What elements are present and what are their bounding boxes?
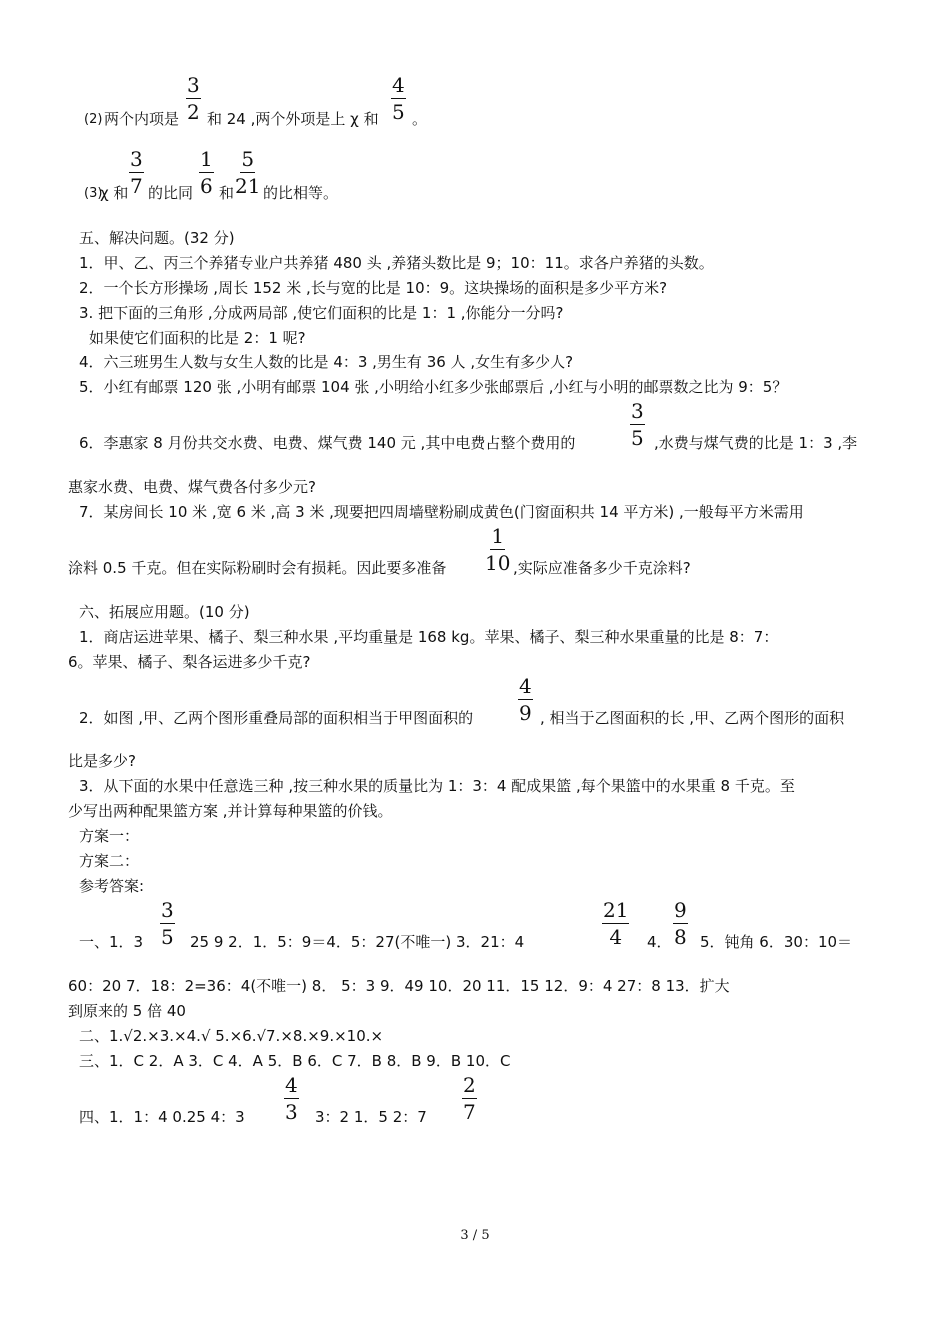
fraction-denominator: 6 [200,174,213,198]
problem-5-7 [0,503,950,521]
fraction-denominator: 5 [161,925,174,949]
item-number: (3) [84,186,103,201]
item-number: (2) [84,112,103,127]
fraction-numerator: 4 [392,73,405,97]
plan-label: 方案二： [79,852,140,870]
answer-3 [0,1052,950,1070]
problem-6-2 [0,674,950,727]
problem-6-3 [0,777,950,795]
fraction-denominator: 7 [130,174,143,198]
heading-text: 六、拓展应用题。(10 分) [79,603,250,621]
problem-5-2 [0,279,950,297]
fraction-denominator: 8 [674,925,687,949]
problem-6-3-cont [0,802,950,820]
fraction [186,74,201,123]
question-text: 两个内项是 [104,110,180,128]
fraction-numerator: 1 [200,147,213,171]
fraction-numerator: 9 [674,898,687,922]
answer-text: 5．钝角 6．30：10＝ [700,933,853,951]
fraction-numerator: 3 [631,399,644,423]
problem-text: 2．一个长方形操场 ,周长 152 米 ,长与宽的比是 10：9。这块操场的面积是多少平方米? [79,279,668,297]
problem-5-4 [0,353,950,371]
answer-text: 60：20 7．18：2=36：4(不唯一) 8． 5：3 9．49 10．20 11．15 12．9：4 27：8 13．扩大 [68,977,730,995]
answer-text: 一、1．3 [79,933,144,951]
fraction-numerator: 1 [491,524,505,548]
problem-5-3-followup [0,329,950,347]
answer-1 [0,898,950,951]
problem-text: 3．从下面的水果中任意选三种 ,按三种水果的质量比为 1：3：4 配成果篮 ,每个果篮中的水果重 8 千克。至 [79,777,795,795]
answer-text: 二、1.√2.×3.×4.√ 5.×6.√7.×8.×9.×10.× [79,1027,384,1045]
problem-5-3 [0,304,950,322]
problem-text: 4．六三班男生人数与女生人数的比是 4：3 ,男生有 36 人 ,女生有多少人? [79,353,574,371]
question-4-2 [0,73,950,128]
fraction-numerator: 5 [241,147,255,171]
fraction [630,400,645,449]
problem-text: 6。苹果、橘子、梨各运进多少千克? [68,653,311,671]
answer-text: 3：2 1．5 2：7 [315,1108,427,1126]
fraction-denominator: 10 [485,551,511,575]
plan-2 [0,852,950,870]
answer-text: 四、1．1：4 0.25 4：3 [79,1108,245,1126]
fraction-numerator: 3 [161,898,174,922]
fraction-denominator: 3 [285,1100,298,1124]
fraction [235,148,260,197]
answer-2 [0,1027,950,1045]
problem-text: 2．如图 ,甲、乙两个图形重叠局部的面积相当于甲图面积的 [79,709,474,727]
fraction [284,1074,299,1123]
problem-text: , 相当于乙图面积的长 ,甲、乙两个图形的面积 [540,709,845,727]
fraction-denominator: 9 [519,701,532,725]
problem-6-1-cont [0,653,950,671]
problem-text: 5．小红有邮票 120 张 ,小明有邮票 104 张 ,小明给小红多少张邮票后 ,小红与小明的邮票数之比为 9：5？ [79,378,788,396]
problem-6-1 [0,628,950,646]
fraction [673,899,688,948]
fraction [160,899,175,948]
problem-text: 惠家水费、电费、煤气费各付多少元? [68,478,316,496]
answer-text: 到原来的 5 倍 40 [68,1002,186,1020]
problem-text: 少写出两种配果篮方案 ,并计算每种果篮的价钱。 [68,802,393,820]
answer-1-cont [0,977,950,995]
problem-text: 6．李惠家 8 月份共交水费、电费、煤气费 140 元 ,其中电费占整个费用的 [79,434,576,452]
fraction-numerator: 3 [130,147,143,171]
fraction-numerator: 21 [603,898,629,922]
problem-5-7-cont [0,524,950,577]
problem-text: ,实际应准备多少千克涂料? [513,559,691,577]
fraction-numerator: 4 [285,1073,298,1097]
heading-text: 五、解决问题。(32 分) [79,229,235,247]
answers-heading [0,877,950,895]
fraction-denominator: 5 [392,100,405,124]
problem-text: 1．甲、乙、丙三个养猪专业户共养猪 480 头 ,养猪头数比是 9；10：11。求各户养猪的头数。 [79,254,714,272]
fraction [199,148,214,197]
fraction-denominator: 21 [235,174,261,198]
section-5-heading [0,229,950,247]
problem-5-6-cont [0,478,950,496]
fraction-numerator: 2 [463,1073,476,1097]
fraction-denominator: 4 [609,925,623,949]
fraction-numerator: 3 [187,73,200,97]
problem-text: 比是多少? [68,752,136,770]
question-text: 的比相等。 [263,184,339,202]
fraction [485,525,510,574]
problem-5-5 [0,378,950,396]
section-6-heading [0,603,950,621]
problem-text: 涂料 0.5 千克。但在实际粉刷时会有损耗。因此要多准备 [68,559,447,577]
answer-text: 4． [647,933,672,951]
problem-5-6 [0,399,950,452]
answer-text: 25 9 2．1．5：9＝4．5：27(不唯一) 3．21：4 [190,933,525,951]
problem-6-2-cont [0,752,950,770]
problem-5-1 [0,254,950,272]
fraction-denominator: 5 [631,426,644,450]
plan-1 [0,827,950,845]
plan-label: 方案一： [79,827,140,845]
question-4-3 [0,147,950,202]
fraction-numerator: 4 [519,674,532,698]
problem-text: 1．商店运进苹果、橘子、梨三种水果 ,平均重量是 168 kg。苹果、橘子、梨三种水果重量的比是 8：7： [79,628,779,646]
fraction [129,148,144,197]
fraction [518,675,533,724]
fraction [462,1074,477,1123]
question-text: χ 和 [100,184,129,202]
problem-text: 7．某房间长 10 米 ,宽 6 米 ,高 3 米 ,现要把四周墙壁粉刷成黄色(门窗面积共 14 平方米) ,一般每平方米需用 [79,503,804,521]
page-number: 3 / 5 [460,1228,490,1243]
question-text: 的比同 [148,184,194,202]
question-text: 和 24 ,两个外项是上 χ 和 [207,110,379,128]
heading-text: 参考答案: [79,877,145,895]
fraction [391,74,406,123]
fraction-denominator: 2 [187,100,200,124]
answer-4 [0,1073,950,1126]
answer-text: 三、1．C 2．A 3．C 4．A 5．B 6．C 7．B 8．B 9．B 10．C [79,1052,511,1070]
problem-text: 如果使它们面积的比是 2：1 呢? [89,329,306,347]
fraction-denominator: 7 [463,1100,476,1124]
problem-text: ,水费与煤气费的比是 1：3 ,李 [654,434,858,452]
answer-1-cont2 [0,1002,950,1020]
question-text: 。 [412,110,428,128]
question-text: 和 [219,184,235,202]
fraction [602,899,629,948]
problem-text: 3. 把下面的三角形 ,分成两局部 ,使它们面积的比是 1：1 ,你能分一分吗? [79,304,564,322]
